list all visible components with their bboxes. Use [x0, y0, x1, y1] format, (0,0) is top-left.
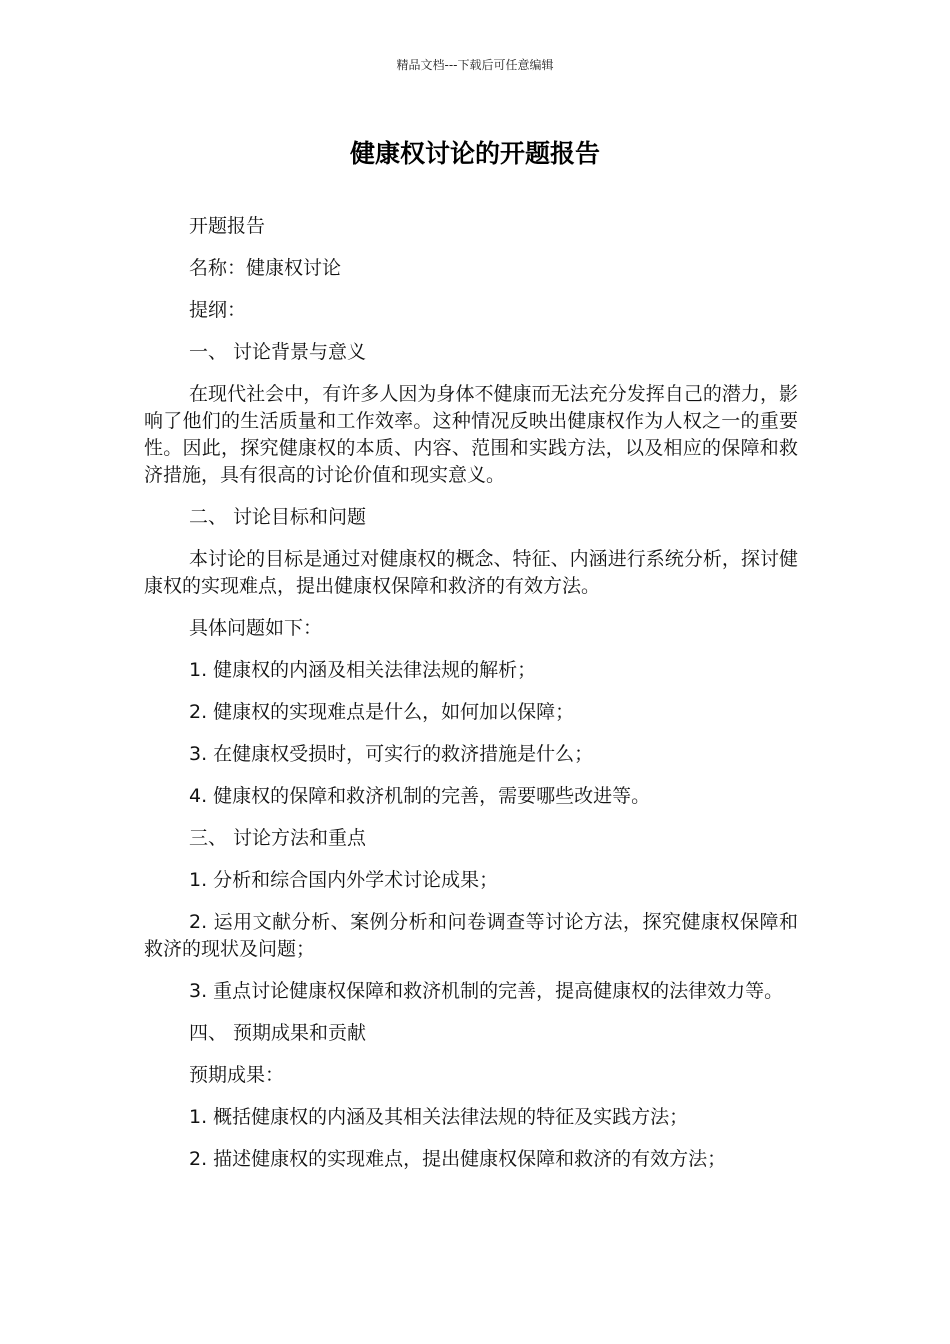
- document-body: [144, 213, 798, 1188]
- paragraph-report-label: 开题报告: [189, 215, 266, 237]
- page-header: 精品文档---下载后可任意编辑: [396, 58, 554, 72]
- paragraph-outcomes-label: 预期成果：: [189, 1064, 285, 1086]
- list-item-question-4: 4. 健康权的保障和救济机制的完善，需要哪些改进等。: [189, 785, 651, 807]
- list-item-method-2: 2. 运用文献分析、案例分析和问卷调查等讨论方法，探究健康权保障和救济的现状及问题；: [144, 911, 798, 960]
- list-item-method-1: 1. 分析和综合国内外学术讨论成果；: [189, 869, 499, 891]
- list-item-outcome-1: 1. 概括健康权的内涵及其相关法律法规的特征及实践方法；: [189, 1106, 689, 1128]
- section-heading-1: 一、 讨论背景与意义: [189, 341, 367, 363]
- paragraph-background: 在现代社会中，有许多人因为身体不健康而无法充分发挥自己的潜力，影响了他们的生活质量和工作效率。这种情况反映出健康权作为人权之一的重要性。因此，探究健康权的本质、内容、范围和实践方法，以及相应的保障和救济措施，具有很高的讨论价值和现实意义。: [144, 383, 798, 486]
- list-item-question-3: 3. 在健康权受损时，可实行的救济措施是什么；: [189, 743, 594, 765]
- list-item-question-1: 1. 健康权的内涵及相关法律法规的解析；: [189, 659, 537, 681]
- section-heading-4: 四、 预期成果和贡献: [189, 1022, 367, 1044]
- paragraph-name: 名称：健康权讨论: [189, 257, 342, 279]
- section-heading-3: 三、 讨论方法和重点: [189, 827, 367, 849]
- document-title: 健康权讨论的开题报告: [349, 139, 600, 168]
- list-item-question-2: 2. 健康权的实现难点是什么，如何加以保障；: [189, 701, 575, 723]
- paragraph-goals: 本讨论的目标是通过对健康权的概念、特征、内涵进行系统分析，探讨健康权的实现难点，提出健康权保障和救济的有效方法。: [144, 548, 798, 597]
- paragraph-questions-label: 具体问题如下：: [189, 617, 323, 639]
- list-item-outcome-2: 2. 描述健康权的实现难点，提出健康权保障和救济的有效方法；: [189, 1148, 727, 1170]
- list-item-method-3: 3. 重点讨论健康权保障和救济机制的完善，提高健康权的法律效力等。: [189, 980, 784, 1002]
- section-heading-2: 二、 讨论目标和问题: [189, 506, 367, 528]
- paragraph-outline-label: 提纲：: [189, 299, 247, 321]
